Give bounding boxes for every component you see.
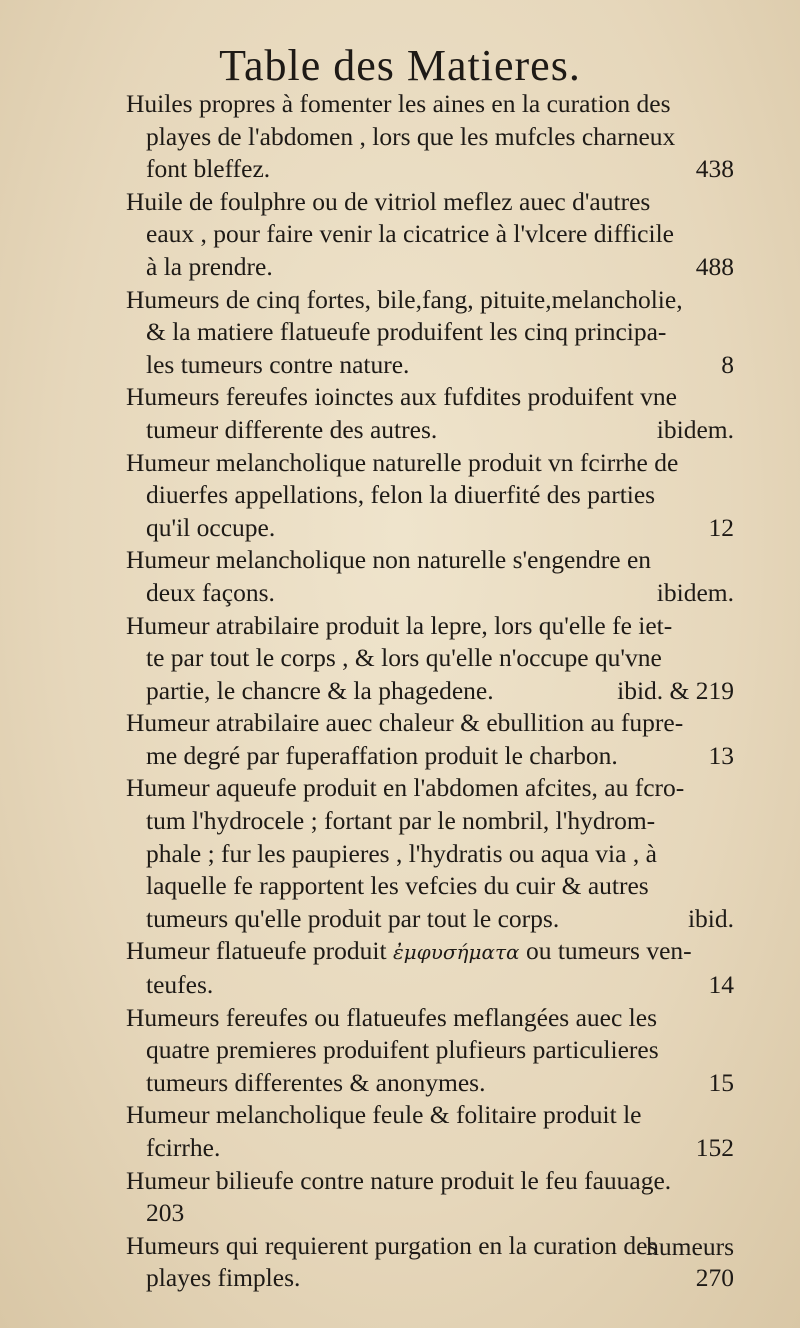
page-title: Table des Matieres.	[219, 41, 581, 90]
entry-line	[126, 935, 734, 969]
entry-text: font bleffez.	[146, 154, 271, 184]
entry-text: 203	[146, 1198, 185, 1228]
entry-last-line	[126, 414, 734, 447]
page-reference: ibid.	[687, 903, 734, 933]
entry-last-line	[126, 903, 734, 936]
entry-text: tumeurs qu'elle produit par tout le corps.	[146, 903, 560, 933]
index-entry	[126, 544, 734, 609]
index-entry	[126, 772, 734, 935]
page-reference: ibidem.	[656, 577, 734, 607]
entry-line: Humeur atrabilaire produit la lepre, lors qu'elle fe iet-	[126, 610, 673, 640]
entry-line: Humeurs fereufes ioinctes aux fufdites produifent vne	[126, 382, 677, 412]
entry-last-line	[126, 153, 734, 186]
index-entry	[126, 284, 734, 382]
entry-text: qu'il occupe.	[146, 512, 276, 542]
greek-term: ἐμφυσήματα	[392, 940, 520, 965]
index-list	[126, 88, 734, 1295]
index-entry	[126, 1099, 734, 1164]
entry-last-line	[126, 1197, 734, 1230]
entry-text: deux façons.	[146, 577, 275, 607]
entry-text: tumeurs differentes & anonymes.	[146, 1067, 486, 1097]
entry-line: Humeur melancholique naturelle produit vn fcirrhe de	[126, 447, 679, 477]
entry-text: les tumeurs contre nature.	[146, 349, 410, 379]
entry-text: me degré par fuperaffation produit le charbon.	[146, 740, 618, 770]
entry-line: phale ; fur les paupieres , l'hydratis ou aqua via , à	[146, 838, 657, 868]
entry-text: partie, le chancre & la phagedene.	[146, 675, 494, 705]
index-entry	[126, 1165, 734, 1230]
entry-last-line	[126, 349, 734, 382]
entry-text: ou tumeurs ven-	[519, 936, 692, 966]
entry-line: Humeurs qui requierent purgation en la curation des	[126, 1230, 658, 1260]
entry-line: Humeur melancholique non naturelle s'engendre en	[126, 545, 652, 575]
index-entry	[126, 935, 734, 1001]
entry-line: tum l'hydrocele ; fortant par le nombril, l'hydrom-	[146, 806, 656, 836]
entry-line: quatre premieres produifent plufieurs particulieres	[146, 1035, 659, 1065]
page-reference: ibid. & 219	[617, 675, 734, 705]
entry-line: Humeur atrabilaire auec chaleur & ebullition au fupre-	[126, 708, 684, 738]
entry-last-line	[126, 251, 734, 284]
entry-line: Huile de foulphre ou de vitriol meflez auec d'autres	[126, 186, 651, 216]
index-entry	[126, 381, 734, 446]
entry-line: Humeur bilieufe contre nature produit le feu fauuage.	[126, 1165, 672, 1195]
index-entry	[126, 610, 734, 708]
entry-line: Huiles propres à fomenter les aines en la curation des	[126, 89, 671, 118]
index-entry	[126, 707, 734, 772]
entry-last-line	[126, 969, 734, 1002]
index-entry	[126, 88, 734, 186]
entry-text: à la prendre.	[146, 251, 273, 281]
entry-last-line	[126, 675, 734, 708]
entry-line: playes de l'abdomen , lors que les mufcles charneux	[146, 121, 676, 151]
entry-text: teufes.	[146, 970, 214, 1000]
entry-text: playes fimples.	[146, 1263, 301, 1293]
entry-text: Humeur flatueufe produit	[126, 936, 393, 966]
page-reference: 8	[721, 349, 734, 379]
index-entry	[126, 1002, 734, 1100]
index-entry	[126, 447, 734, 545]
entry-line: & la matiere flatueufe produifent les cinq principa-	[146, 317, 667, 347]
entry-line: te par tout le corps , & lors qu'elle n'occupe qu'vne	[146, 643, 662, 673]
entry-last-line	[126, 577, 734, 610]
entry-line: Humeurs de cinq fortes, bile,fang, pituite,melancholie,	[126, 284, 683, 314]
page-reference: 12	[708, 512, 734, 542]
entry-line: Humeurs fereufes ou flatueufes meflangées auec les	[126, 1002, 658, 1032]
entry-line: eaux , pour faire venir la cicatrice à l'vlcere difficile	[146, 219, 674, 249]
entry-last-line	[126, 1262, 734, 1295]
entry-line: diuerfes appellations, felon la diuerfité des parties	[146, 480, 656, 510]
catchword: humeurs	[646, 1232, 734, 1261]
entry-last-line	[126, 740, 734, 773]
index-entry	[126, 186, 734, 284]
page-reference: 13	[708, 740, 734, 770]
entry-last-line	[126, 512, 734, 545]
entry-text: tumeur differente des autres.	[146, 414, 438, 444]
entry-text: fcirrhe.	[146, 1133, 221, 1162]
entry-line: Humeur melancholique feule & folitaire produit le	[126, 1100, 642, 1130]
entry-last-line	[126, 1067, 734, 1100]
page-reference: 438	[695, 154, 734, 184]
entry-line: Humeur aqueufe produit en l'abdomen afcites, au fcro-	[126, 773, 685, 803]
entry-last-line	[126, 1132, 734, 1165]
page-reference: ibidem.	[656, 414, 734, 444]
page-reference: 14	[708, 970, 734, 1000]
page-reference: 488	[695, 251, 734, 281]
page-reference: 152	[695, 1133, 734, 1162]
page-reference: 15	[708, 1067, 734, 1097]
page-reference: 270	[695, 1263, 734, 1293]
entry-line: laquelle fe rapportent les vefcies du cuir & autres	[146, 871, 649, 901]
